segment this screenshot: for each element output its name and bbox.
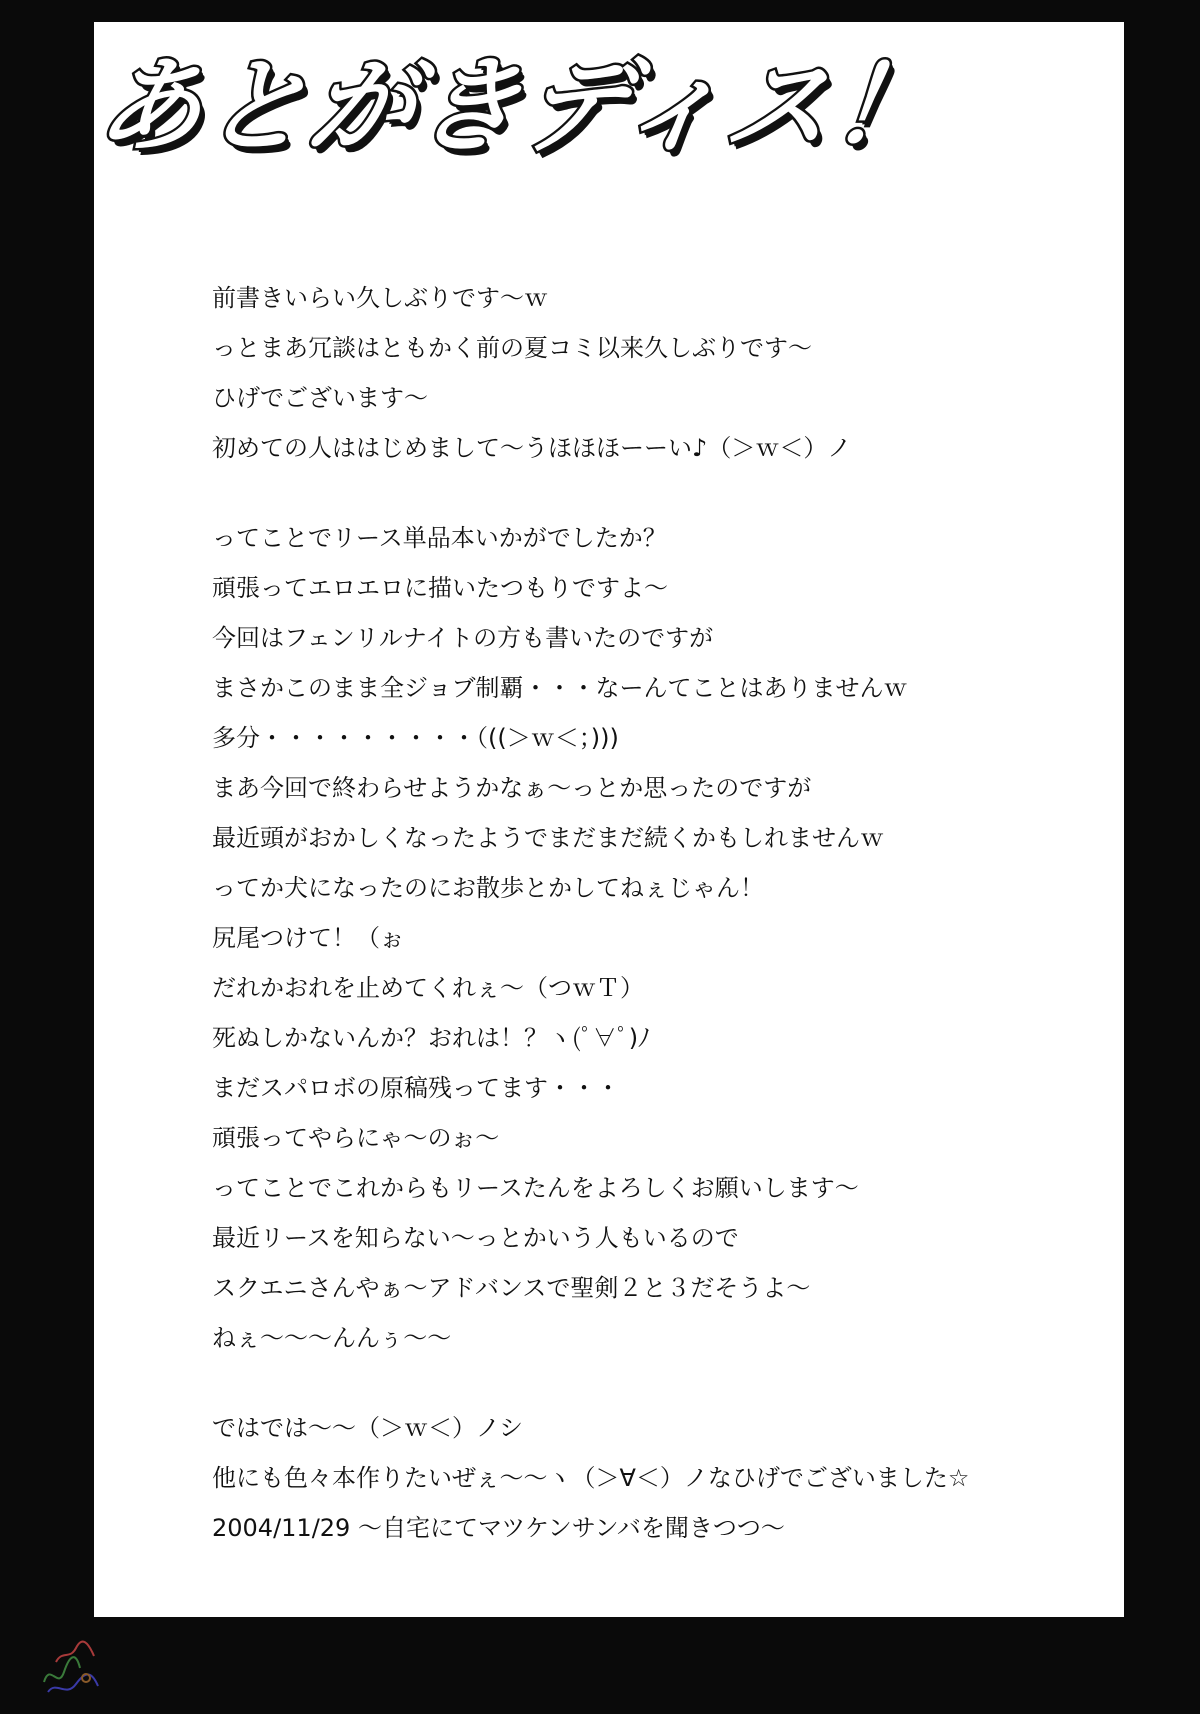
text-line: っとまあ冗談はともかく前の夏コミ以来久しぶりです～ [212, 334, 812, 362]
text-line: 多分・・・・・・・・・（((＞ｗ＜；))) [212, 724, 619, 752]
text-line: 最近頭がおかしくなったようでまだまだ続くかもしれませんｗ [212, 824, 884, 852]
text-line: ってことでこれからもリースたんをよろしくお願いします～ [212, 1174, 859, 1202]
text-line: ではでは～～（＞ｗ＜）ノシ [212, 1414, 524, 1442]
text-line: 頑張ってエロエロに描いたつもりですよ～ [212, 574, 668, 602]
text-line: スクエニさんやぁ～アドバンスで聖剣２と３だそうよ～ [212, 1274, 811, 1302]
text-line: ってか犬になったのにお散歩とかしてねぇじゃん！ [212, 874, 764, 902]
text-line: 2004/11/29 ～自宅にてマツケンサンバを聞きつつ～ [212, 1514, 785, 1542]
text-line: ねぇ～～～んんぅ～～ [212, 1324, 452, 1352]
text-line: ってことでリース単品本いかがでしたか？ [212, 524, 667, 552]
text-line: まさかこのまま全ジョブ制覇・・・なーんてことはありませんｗ [212, 674, 908, 702]
text-line: 今回はフェンリルナイトの方も書いたのですが [212, 624, 714, 652]
text-line: 他にも色々本作りたいぜぇ～～ヽ（＞∀＜）ノなひげでございました☆ [212, 1464, 970, 1492]
text-line: まだスパロボの原稿残ってます・・・ [212, 1074, 620, 1102]
title-block [90, 22, 948, 172]
paragraph-spacer [212, 473, 1092, 513]
text-line: 尻尾つけて！（ぉ [212, 924, 404, 952]
page-title: あとがきディス！ [90, 45, 948, 167]
text-line: 頑張ってやらにゃ～のぉ～ [212, 1124, 500, 1152]
text-line: 最近リースを知らない～っとかいう人もいるので [212, 1224, 739, 1252]
text-line: 前書きいらい久しぶりです～ｗ [212, 284, 548, 312]
text-line: だれかおれを止めてくれぇ～（つｗＴ） [212, 974, 644, 1002]
scribble-watermark-icon [36, 1632, 106, 1702]
text-line: 初めての人ははじめまして～うほほほーーい♪（＞ｗ＜）ノ [212, 434, 852, 462]
text-line: 死ぬしかないんか？おれは！？ヽ(ﾟ∀ﾟ)ﾉ [212, 1024, 651, 1052]
text-line: まあ今回で終わらせようかなぁ～っとか思ったのですが [212, 774, 812, 802]
afterword-body [212, 273, 1092, 1553]
paragraph-spacer [212, 1363, 1092, 1403]
text-line: ひげでございます～ [212, 384, 428, 412]
